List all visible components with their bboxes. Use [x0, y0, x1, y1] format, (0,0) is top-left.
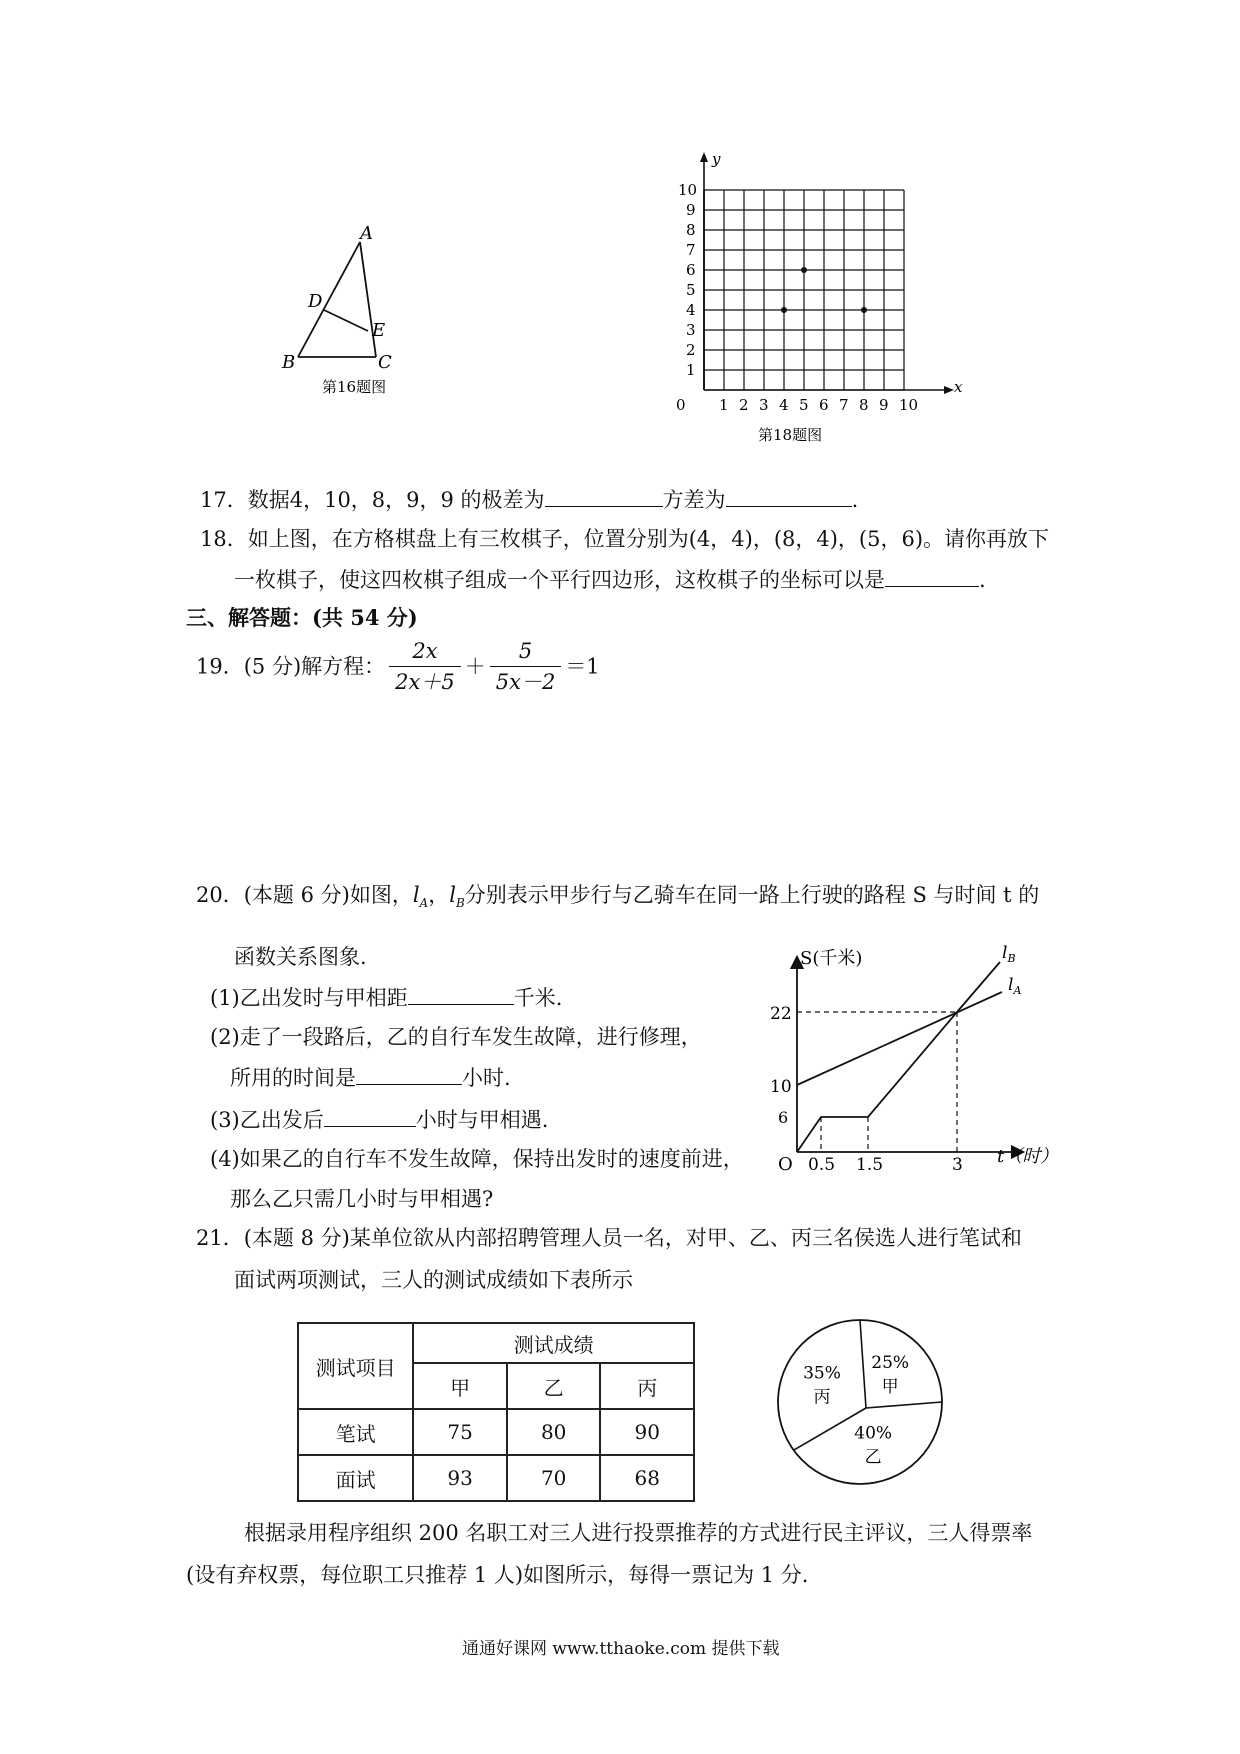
pie-slice-name: 甲	[881, 1376, 899, 1397]
pie-outline	[778, 1320, 942, 1484]
scores-table	[297, 1322, 695, 1502]
tick-t15: 1.5	[856, 1155, 884, 1175]
tick-s10: 10	[770, 1077, 792, 1097]
tick-t3: 3	[952, 1155, 963, 1175]
label-e: E	[372, 320, 386, 341]
question-18-line1: 18．如上图，在方格棋盘上有三枚棋子，位置分别为(4，4)，(8，4)，(5，6)。请你再放下	[200, 527, 1050, 551]
figure-18-grid	[660, 150, 990, 470]
label-lb: $l_B$	[1002, 943, 1016, 965]
q17-blank-variance[interactable]	[726, 484, 852, 507]
grid-y-tick: 7	[686, 241, 696, 259]
q20-blank-1[interactable]	[408, 982, 514, 1005]
q19-fraction-2	[490, 636, 562, 697]
grid-y-tick: 2	[686, 341, 696, 359]
row-interview-label: 面试	[298, 1455, 413, 1501]
figure-16-caption: 第16题图	[322, 378, 387, 396]
grid-y-tick: 10	[678, 181, 698, 199]
chess-piece	[861, 307, 867, 313]
q18-text: 一枚棋子，使这四枚棋子组成一个平行四边形，这枚棋子的坐标可以是	[234, 568, 885, 592]
q20-part2-text: 所用的时间是	[230, 1066, 356, 1090]
pie-slice-pct: 40%	[854, 1423, 893, 1444]
row-written-label: 笔试	[298, 1409, 413, 1455]
grid-x-tick: 8	[859, 396, 869, 414]
row-written-yi: 80	[507, 1409, 601, 1455]
grid-y-tick: 3	[686, 321, 696, 339]
header-candidate-yi: 乙	[507, 1363, 601, 1409]
q20-part3-unit: 小时与甲相遇.	[415, 1108, 549, 1132]
footer: 通通好课网 www.tthaoke.com 提供下载	[462, 1639, 780, 1659]
q18-blank[interactable]	[885, 564, 979, 587]
question-21-line1: 21．(本题 8 分)某单位欲从内部招聘管理人员一名，对甲、乙、丙三名侯选人进行笔试和	[196, 1226, 1022, 1250]
graph-origin: O	[778, 1154, 793, 1175]
chess-piece	[801, 267, 807, 273]
grid-x-tick: 2	[739, 396, 749, 414]
row-interview-yi: 70	[507, 1455, 601, 1501]
grid-y-tick: 9	[686, 201, 696, 219]
header-candidate-jia: 甲	[413, 1363, 507, 1409]
q19-frac1-num: 2x	[389, 636, 461, 667]
q20-part1-text: (1)乙出发时与甲相距	[210, 986, 408, 1010]
question-18-line2	[234, 564, 986, 595]
grid-y-arrow	[700, 152, 708, 162]
label-la: $l_A$	[1008, 975, 1022, 997]
label-b: B	[282, 352, 296, 373]
q21-para1: 根据录用程序组织 200 名职工对三人进行投票推荐的方式进行民主评议，三人得票率	[244, 1521, 1033, 1545]
question-21-line2: 面试两项测试，三人的测试成绩如下表所示	[234, 1268, 633, 1292]
q20-part2-unit: 小时.	[462, 1066, 511, 1090]
q19-plus: ＋	[464, 654, 486, 679]
grid-x-label: x	[954, 378, 963, 396]
grid-x-tick: 7	[839, 396, 849, 414]
grid-x-tick: 5	[799, 396, 809, 414]
q20-la: l	[412, 883, 420, 907]
question-20-line1	[196, 880, 1039, 918]
question-19	[196, 636, 600, 697]
q17-text-b: 方差为	[662, 488, 726, 512]
line-a	[797, 992, 1002, 1085]
q18-end: .	[979, 568, 986, 592]
question-17	[200, 484, 858, 515]
q17-text-c: .	[851, 488, 859, 512]
segment-de	[324, 310, 368, 331]
pie-slice-boundary	[860, 1320, 866, 1408]
line-b	[797, 962, 1000, 1152]
q20-part4a: (4)如果乙的自行车不发生故障，保持出发时的速度前进，	[210, 1147, 744, 1171]
section-3-title: 三、解答题：(共 54 分)	[186, 605, 418, 630]
figure-18-caption: 第18题图	[758, 426, 823, 444]
graph-y-label: S(千米)	[800, 948, 863, 969]
q20-part2b	[230, 1062, 511, 1093]
question-20-line2: 函数关系图象.	[234, 945, 367, 969]
grid-x-tick: 1	[719, 396, 729, 414]
grid-x-tick: 6	[819, 396, 829, 414]
grid-x-tick: 4	[779, 396, 789, 414]
chess-piece	[781, 307, 787, 313]
grid-x-tick: 3	[759, 396, 769, 414]
q20-sep: ，	[428, 883, 450, 907]
q19-frac2-num: 5	[490, 636, 562, 667]
grid-x-tick: 10	[899, 396, 919, 414]
row-written-jia: 75	[413, 1409, 507, 1455]
grid-y-tick: 4	[686, 301, 696, 319]
tick-s22: 22	[770, 1004, 792, 1024]
q20-blank-2[interactable]	[356, 1062, 462, 1085]
grid-y-tick: 8	[686, 221, 696, 239]
q19-frac2-den: 5x－2	[495, 670, 556, 694]
q17-text-a: 17．数据4，10，8，9，9 的极差为	[200, 488, 545, 512]
q17-blank-range[interactable]	[545, 484, 663, 507]
grid-y-tick: 1	[686, 361, 696, 379]
grid-x-tick: 0	[676, 396, 686, 414]
grid-y-tick: 5	[686, 281, 696, 299]
row-interview-jia: 93	[413, 1455, 507, 1501]
q20-lb-sub: B	[455, 896, 465, 911]
graph-20	[770, 940, 1070, 1180]
q19-frac1-den: 2x＋5	[395, 670, 455, 694]
q19-rhs: ＝1	[565, 654, 600, 679]
q20-line1b: 分别表示甲步行与乙骑车在同一路上行驶的路程 S 与时间 t 的	[464, 883, 1040, 907]
q20-part3	[210, 1104, 548, 1135]
header-item: 测试项目	[298, 1323, 413, 1409]
q20-part1	[210, 982, 562, 1013]
q20-part4b: 那么乙只需几小时与甲相遇?	[230, 1187, 494, 1211]
row-interview-bing: 68	[600, 1455, 694, 1501]
pie-slice-name: 乙	[864, 1447, 882, 1468]
grid-y-tick: 6	[686, 261, 696, 279]
graph-x-label: t（时）	[997, 1146, 1059, 1167]
grid-x-arrow	[944, 386, 954, 394]
q20-part1-unit: 千米.	[513, 986, 563, 1010]
header-scores: 测试成绩	[413, 1323, 694, 1363]
q20-line1a: 20．(本题 6 分)如图，	[196, 883, 413, 907]
pie-slice-pct: 35%	[803, 1363, 841, 1384]
q19-prefix: 19．(5 分)解方程：	[196, 654, 386, 679]
q20-lb: l	[449, 883, 456, 907]
pie-slice-pct: 25%	[871, 1352, 910, 1373]
q20-la-sub: A	[419, 896, 429, 911]
figure-16	[280, 220, 460, 400]
row-written-bing: 90	[600, 1409, 694, 1455]
q19-fraction-1	[389, 636, 461, 697]
q21-para2: (设有弃权票，每位职工只推荐 1 人)如图所示，每得一票记为 1 分.	[186, 1563, 809, 1587]
label-d: D	[308, 291, 323, 312]
pie-slice-boundary	[866, 1402, 942, 1408]
q20-part2a: (2)走了一段路后，乙的自行车发生故障，进行修理，	[210, 1025, 702, 1049]
q20-blank-3[interactable]	[324, 1104, 416, 1127]
label-c: C	[378, 352, 392, 373]
grid-x-tick: 9	[879, 396, 889, 414]
pie-slice-name: 丙	[813, 1387, 831, 1408]
grid-y-label: y	[712, 150, 721, 168]
label-a: A	[360, 223, 373, 244]
vote-pie-chart	[770, 1312, 950, 1492]
q20-part3-text: (3)乙出发后	[210, 1108, 324, 1132]
header-candidate-bing: 丙	[600, 1363, 694, 1409]
tick-t05: 0.5	[808, 1155, 836, 1175]
tick-s6: 6	[778, 1108, 789, 1127]
